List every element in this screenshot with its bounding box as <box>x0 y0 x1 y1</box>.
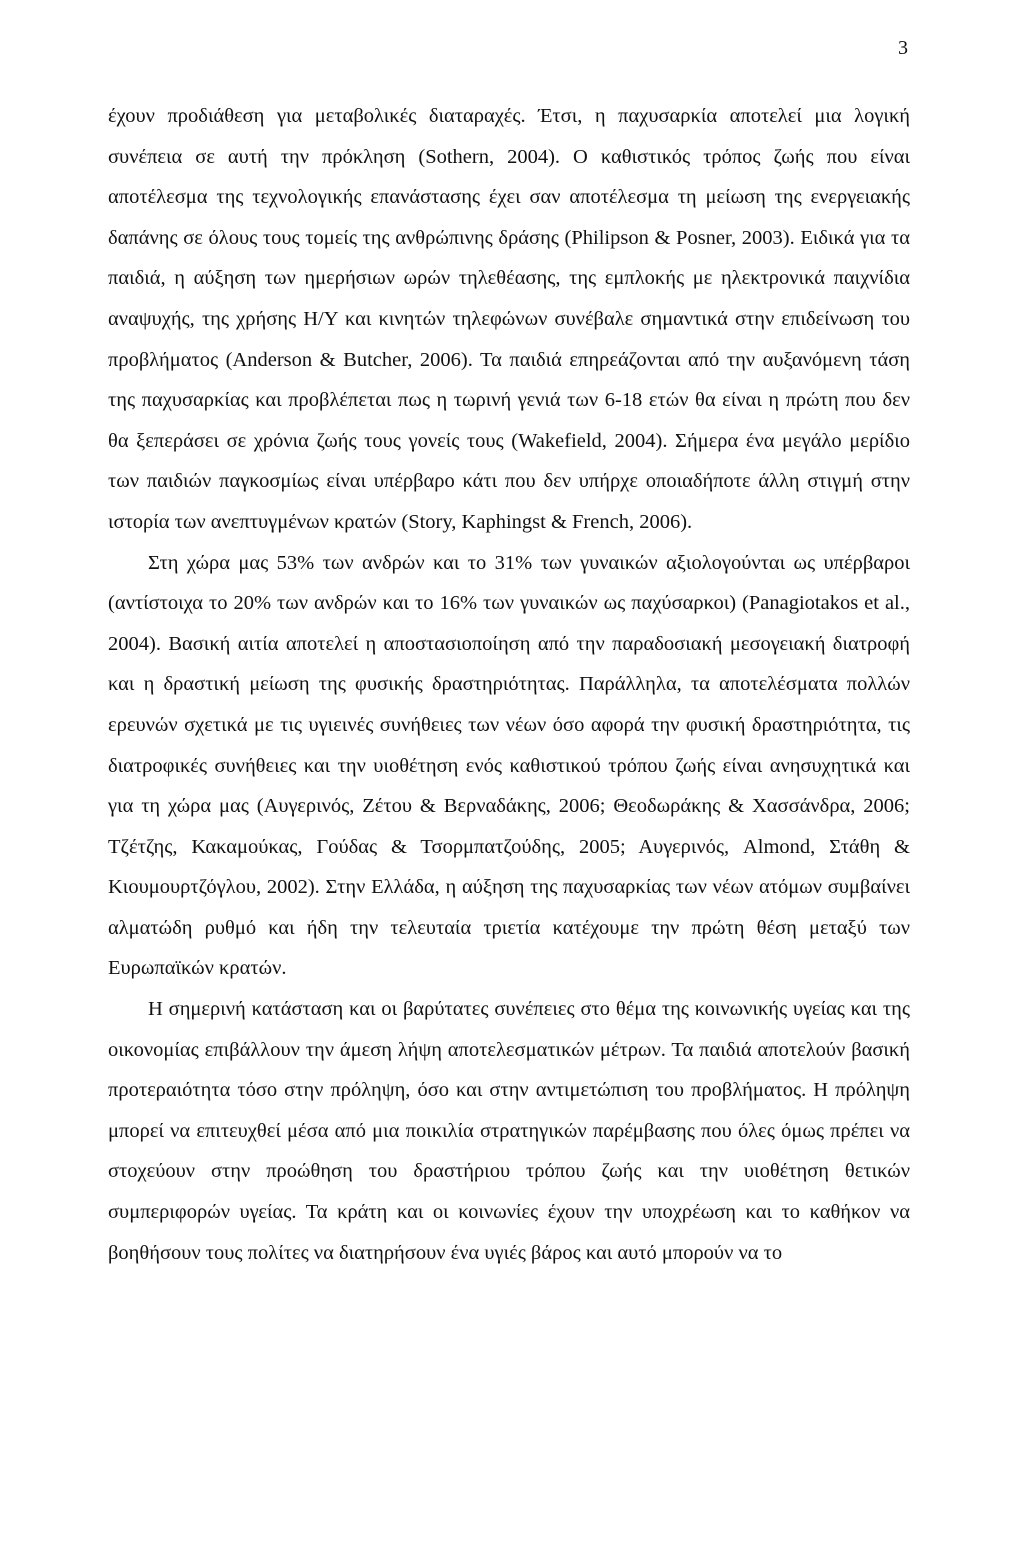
page-number: 3 <box>898 37 908 59</box>
paragraph-1: έχουν προδιάθεση για μεταβολικές διαταραχές. Έτσι, η παχυσαρκία αποτελεί μια λογική συνέπεια σε αυτή την πρόκληση (Sothern, 2004). Ο καθιστικός τρόπος ζωής που είναι αποτέλεσμα της τεχνολογικής επανάστασης έχει σαν αποτέλεσμα τη μείωση της ενεργειακής δαπάνης σε όλους τους τομείς της ανθρώπινης δράσης (Philipson & Posner, 2003). Ειδικά για τα παιδιά, η αύξηση των ημερήσιων ωρών τηλεθέασης, της εμπλοκής με ηλεκτρονικά παιχνίδια αναψυχής, της χρήσης Η/Υ και κινητών τηλεφώνων συνέβαλε σημαντικά στην επιδείνωση του προβλήματος (Anderson & Butcher, 2006). Τα παιδιά επηρεάζονται από την αυξανόμενη τάση της παχυσαρκίας και προβλέπεται πως η τωρινή γενιά των 6-18 ετών θα είναι η πρώτη που δεν θα ξεπεράσει σε χρόνια ζωής τους γονείς τους (Wakefield, 2004). Σήμερα ένα μεγάλο μερίδιο των παιδιών παγκοσμίως είναι υπέρβαρο κάτι που δεν υπήρχε οποιαδήποτε άλλη στιγμή στην ιστορία των ανεπτυγμένων κρατών (Story, Kaphingst & French, 2006). <box>108 105 910 533</box>
body-text <box>108 96 910 1273</box>
paragraph-2: Στη χώρα μας 53% των ανδρών και το 31% των γυναικών αξιολογούνται ως υπέρβαροι (αντίστοιχα το 20% των ανδρών και το 16% των γυναικών ως παχύσαρκοι) (Panagiotakos et al., 2004). Βασική αιτία αποτελεί η αποστασιοποίηση από την παραδοσιακή μεσογειακή διατροφή και η δραστική μείωση της φυσικής δραστηριότητας. Παράλληλα, τα αποτελέσματα πολλών ερευνών σχετικά με τις υγιεινές συνήθειες των νέων όσο αφορά την φυσική δραστηριότητα, τις διατροφικές συνήθειες και την υιοθέτηση ενός καθιστικού τρόπου ζωής είναι ανησυχητικά και για τη χώρα μας (Αυγερινός, Ζέτου & Βερναδάκης, 2006; Θεοδωράκης & Χασσάνδρα, 2006; Τζέτζης, Κακαμούκας, Γούδας & Τσορμπατζούδης, 2005; Αυγερινός, Almond, Στάθη & Κιουμουρτζόγλου, 2002). Στην Ελλάδα, η αύξηση της παχυσαρκίας των νέων ατόμων συμβαίνει αλματώδη ρυθμό και ήδη την τελευταία τριετία κατέχουμε την πρώτη θέση μεταξύ των Ευρωπαϊκών κρατών. <box>108 551 910 980</box>
paragraph-3: Η σημερινή κατάσταση και οι βαρύτατες συνέπειες στο θέμα της κοινωνικής υγείας και της οικονομίας επιβάλλουν την άμεση λήψη αποτελεσματικών μέτρων. Τα παιδιά αποτελούν βασική προτεραιότητα τόσο στην πρόληψη, όσο και στην αντιμετώπιση του προβλήματος. Η πρόληψη μπορεί να επιτευχθεί μέσα από μια ποικιλία στρατηγικών παρέμβασης που όλες όμως πρέπει να στοχεύουν στην προώθηση του δραστήριου τρόπου ζωής και την υιοθέτηση θετικών συμπεριφορών υγείας. Τα κράτη και οι κοινωνίες έχουν την υποχρέωση και το καθήκον να βοηθήσουν τους πολίτες να διατηρήσουν ένα υγιές βάρος και αυτό μπορούν να το <box>108 998 910 1264</box>
